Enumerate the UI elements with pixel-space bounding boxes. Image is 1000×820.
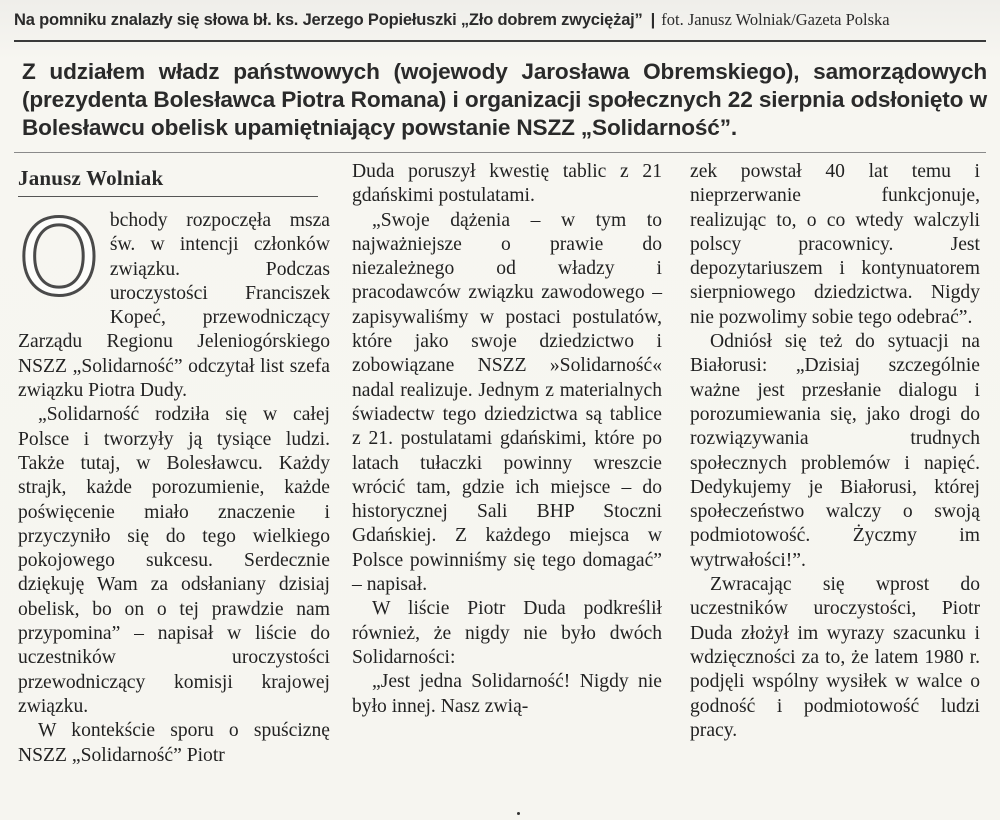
drop-cap: O [18,197,100,319]
paragraph: Duda poruszył kwestię tablic z 21 gdańskimi postulatami. [352,161,662,207]
photo-credit: fot. Janusz Wolniak/Gazeta Polska [661,10,890,29]
paragraph: Zwracając się wprost do uczestników uroczystości, Piotr Duda złożył im wyrazy szacunku i wdzięczności za to, że latem 1980 r. podjęli wspólny wysiłek w walce o godność i podmiotowość ludzi pracy. [690,574,980,741]
photo-caption [14,10,986,40]
lead-divider [14,152,986,153]
caption-separator: | [650,11,656,29]
paragraph: bchody rozpoczęła msza św. w intencji członków związku. Podczas uroczystości Franciszek Kopeć, przewodniczący Zarządu Regionu Jeleniogórskiego NSZZ „Solidarność” odczytał list szefa związku Piotra Dudy. [18,210,330,402]
paragraph: zek powstał 40 lat temu i nieprzerwanie funkcjonuje, realizując to, o co wtedy walczyli polscy pracownicy. Jest depozytariuszem i kontynuatorem sierpniowego dziedzictwa. Nigdy nie pozwolimy sobie tego odebrać”. [690,161,980,328]
paragraph: W liście Piotr Duda podkreślił również, że nigdy nie było dwóch Solidarności: [352,598,662,668]
paragraph: W kontekście sporu o spuściznę NSZZ „Solidarność” Piotr [18,720,330,766]
dropcap-paragraph [18,197,330,403]
author-byline: Janusz Wolniak [18,164,318,197]
paragraph: Odniósł się też do sytuacji na Białorusi: „Dzisiaj szczególnie ważne jest przesłanie dialogu i porozumiewania się, jako drogi do rozwiązywania trudnych społecznych problemów i napięć. Dedykujemy je Białorusi, której społeczeństwo walczy o swoją podmiotowość. Życzmy im wytrwałości!”. [690,331,980,571]
paragraph: „Jest jedna Solidarność! Nigdy nie było innej. Nasz zwią- [352,671,662,717]
paragraph: „Solidarność rodziła się w całej Polsce i tworzyły ją tysiące ludzi. Także tutaj, w Bolesławcu. Każdy strajk, każde porozumienie, każde poświęcenie miało znaczenie i przyczyniło się do tego wielkiego pokojowego sukcesu. Serdecznie dziękuję Wam za odsłaniany dzisiaj obelisk, bo on o tej prawdzie nam przypomina” – napisał w liście do uczestników uroczystości przewodniczący komisji krajowej związku. [18,404,330,717]
article-column-3 [690,160,980,743]
page-mark [517,812,520,815]
article-column-1 [18,160,330,768]
paragraph: „Swoje dążenia – w tym to najważniejsze o prawie do niezależnego od władzy i pracodawców związku zawodowego – zapisywaliśmy w postaci postulatów, które jako swoje dziedzictwo i zobowiązane NSZZ »Solidarność« nadal realizuje. Jednym z materialnych świadectw tego dziedzictwa są tablice z 21. postulatami gdańskimi, które po latach tułaczki powinny wreszcie wrócić tam, gdzie ich miejsce – do historycznej Sali BHP Stoczni Gdańskiej. Z każdego miejsca w Polsce powinniśmy się tego domagać” – napisał. [352,209,662,596]
article-column-2 [352,160,662,719]
article-lead: Z udziałem władz państwowych (wojewody Jarosława Obremskiego), samorządowych (prezydenta Bolesławca Piotra Romana) i organizacji społecznych 22 sierpnia odsłonięto w Bolesławcu obelisk upamiętniający powstanie NSZZ „Solidarność”. [22,59,987,140]
caption-divider [14,40,986,42]
caption-text: Na pomniku znalazły się słowa bł. ks. Jerzego Popiełuszki „Zło dobrem zwyciężaj” [14,11,643,29]
